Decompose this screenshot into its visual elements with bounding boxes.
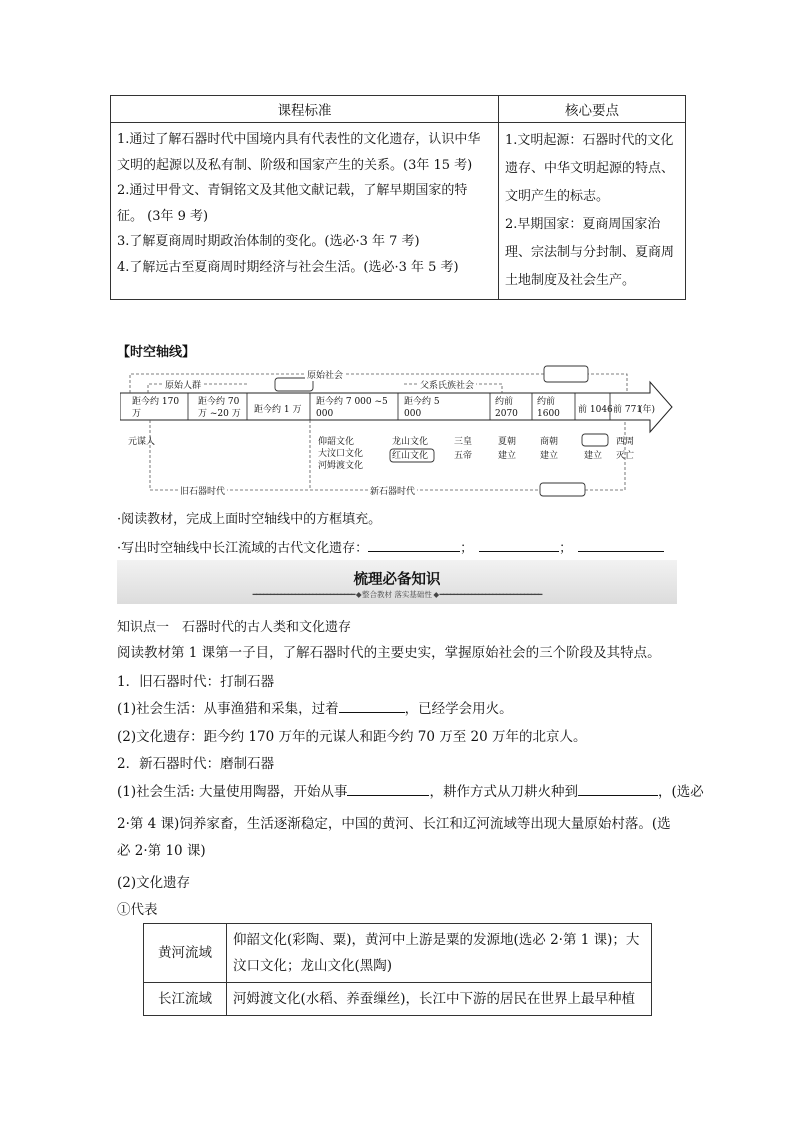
separator-1: ；	[460, 541, 474, 556]
label-primitive-society: 原始社会	[305, 368, 345, 381]
region-cell: 黄河流域	[144, 924, 227, 983]
section-1-1-text-a: (1)社会生活：从事渔猎和采集，过着	[117, 701, 339, 717]
primitive-society-bracket	[130, 374, 627, 490]
section-1-1-text-b: ，已经学会用火。	[404, 701, 513, 717]
curriculum-table	[110, 95, 686, 300]
axis-label-7000-5000: 距今约 7 000 ~5 000	[316, 397, 388, 419]
label-neolithic: 新石器时代	[368, 484, 417, 497]
event-yuanmou: 元谋人	[128, 437, 156, 447]
table-row	[144, 924, 652, 983]
section-2-1-text-b: ，耕作方式从刀耕火种到	[429, 784, 578, 800]
answer-blank-1[interactable]	[368, 538, 460, 552]
axis-label-70-20: 距今约 70 万 ~20 万	[198, 397, 241, 419]
banner-subtitle: ━━━━━━━━━━━━━━━━━━━━━━━━━━━━━ ◆ 整合教材 落实基础性 ◆ ━━━━━━━━━━━━━━━━━━━━━━━━━━━━━	[252, 590, 542, 599]
event-xizhou-end: 灭亡	[616, 451, 635, 461]
section-2-title: 2．新石器时代：磨制石器	[117, 756, 275, 772]
event-dawenkou: 大汶口文化	[318, 449, 364, 459]
label-paleolithic: 旧石器时代	[178, 484, 227, 497]
standard-2: 2.通过甲骨文、青铜铭文及其他文献记载，了解早期国家的特征。 (3年 9 考)	[117, 183, 468, 224]
timeline-graphic	[120, 362, 680, 497]
axis-label-year: (年)	[639, 405, 656, 415]
relic-table	[143, 923, 652, 1016]
table-row	[144, 983, 652, 1016]
axis-label-170: 距今约 170 万	[132, 397, 180, 419]
intro-text: 阅读教材第 1 课第一子目，了解石器时代的主要史实，掌握原始社会的三个阶段及其特点。	[117, 645, 661, 661]
blank-farming[interactable]	[578, 782, 658, 796]
section-1-1	[117, 697, 513, 717]
header-key-points: 核心要点	[499, 96, 686, 123]
key-point-1: 1.文明起源：石器时代的文化遗存、中华文明起源的特点、文明产生的标志。	[505, 133, 675, 204]
axis-label-1600: 约前 1600	[537, 397, 560, 419]
question-2-text: ·写出时空轴线中长江流域的古代文化遗存：	[117, 541, 369, 556]
header-standards: 课程标准	[111, 96, 499, 123]
label-primitive-group: 原始人群	[163, 378, 203, 391]
banner-subtitle-text: 整合教材 落实基础性	[362, 590, 432, 599]
axis-label-1: 距今约 1 万	[254, 405, 302, 415]
region-cell: 长江流域	[144, 983, 227, 1016]
section-2-1-text-c: ，(选必	[657, 784, 704, 800]
question-2	[117, 537, 664, 556]
event-shang-established: 建立	[540, 451, 559, 461]
question-1: ·阅读教材，完成上面时空轴线中的方框填充。	[117, 512, 382, 527]
separator-2: ；	[559, 541, 573, 556]
answer-blank-2[interactable]	[479, 538, 559, 552]
section-2-2-1: ①代表	[117, 902, 158, 918]
key-point-2: 2.早期国家：夏商周国家治理、宗法制与分封制、夏商周土地制度及社会生产。	[505, 217, 675, 288]
section-1-2: (2)文化遗存：距今约 170 万年的元谋人和距今约 70 万至 20 万年的北京人。	[117, 729, 587, 745]
event-hongshan-label: 红山文化	[392, 451, 429, 461]
standard-4: 4.了解远古至夏商周时期经济与社会生活。(选必·3 年 5 考)	[117, 259, 459, 275]
standard-1: 1.通过了解石器时代中国境内具有代表性的文化遗存，认识中华文明的起源以及私有制、阶级和国家产生的关系。(3年 15 考)	[117, 132, 481, 173]
event-xia: 夏朝	[498, 437, 517, 447]
axis-label-5000: 距今约 5 000	[404, 397, 440, 419]
blank-box-zhou	[582, 434, 608, 446]
knowledge-point-1-title: 知识点一 石器时代的古人类和文化遗存	[117, 620, 352, 635]
axis-label-2070: 约前 2070	[495, 397, 518, 419]
timeline-diagram	[120, 362, 680, 497]
section-2-2: (2)文化遗存	[117, 875, 191, 891]
event-hemudu: 河姆渡文化	[318, 461, 364, 471]
section-banner	[117, 560, 677, 604]
section-2-1-text-a: (1)社会生活: 大量使用陶器，开始从事	[117, 784, 348, 800]
section-2-1	[117, 780, 704, 800]
answer-blank-3[interactable]	[578, 538, 664, 552]
key-points-cell	[499, 123, 686, 300]
event-wudi: 五帝	[454, 451, 473, 461]
section-2-1-cont: 2·第 4 课)饲养家畜，生活逐渐稳定，中国的黄河、长江和辽河流域等出现大量原始村落。(选	[117, 816, 671, 832]
blank-life-style[interactable]	[339, 699, 405, 713]
label-patriarchal: 父系氏族社会	[418, 378, 476, 391]
event-xizhou: 西周	[616, 437, 635, 447]
event-shang: 商朝	[540, 437, 559, 447]
event-zhou-established: 建立	[584, 451, 603, 461]
blank-box-top-right	[544, 366, 588, 382]
section-1-title: 1．旧石器时代：打制石器	[117, 674, 275, 690]
relic-cell: 仰韶文化(彩陶、粟)，黄河中上游是粟的发源地(选必 2·第 1 课)；大汶口文化；龙山文化(黑陶)	[227, 924, 652, 983]
standard-3: 3.了解夏商周时期政治体制的变化。(选必·3 年 7 考)	[117, 234, 420, 249]
event-longshan: 龙山文化	[392, 437, 429, 447]
banner-title: 梳理必备知识	[353, 572, 441, 588]
event-xia-established: 建立	[498, 451, 517, 461]
axis-label-771: 前 771	[613, 405, 643, 415]
standards-cell	[111, 123, 499, 300]
blank-box-bottom	[540, 483, 585, 496]
blank-occupation[interactable]	[347, 782, 429, 796]
event-yangshao: 仰韶文化	[318, 437, 355, 447]
relic-cell: 河姆渡文化(水稻、养蚕缫丝)，长江中下游的居民在世界上最早种植	[227, 983, 652, 1016]
axis-label-1046: 前 1046	[578, 405, 613, 415]
timeline-heading: 【时空轴线】	[117, 345, 196, 360]
section-2-1-end: 必 2·第 10 课)	[117, 843, 206, 859]
event-sanhuang: 三皇	[454, 437, 473, 447]
